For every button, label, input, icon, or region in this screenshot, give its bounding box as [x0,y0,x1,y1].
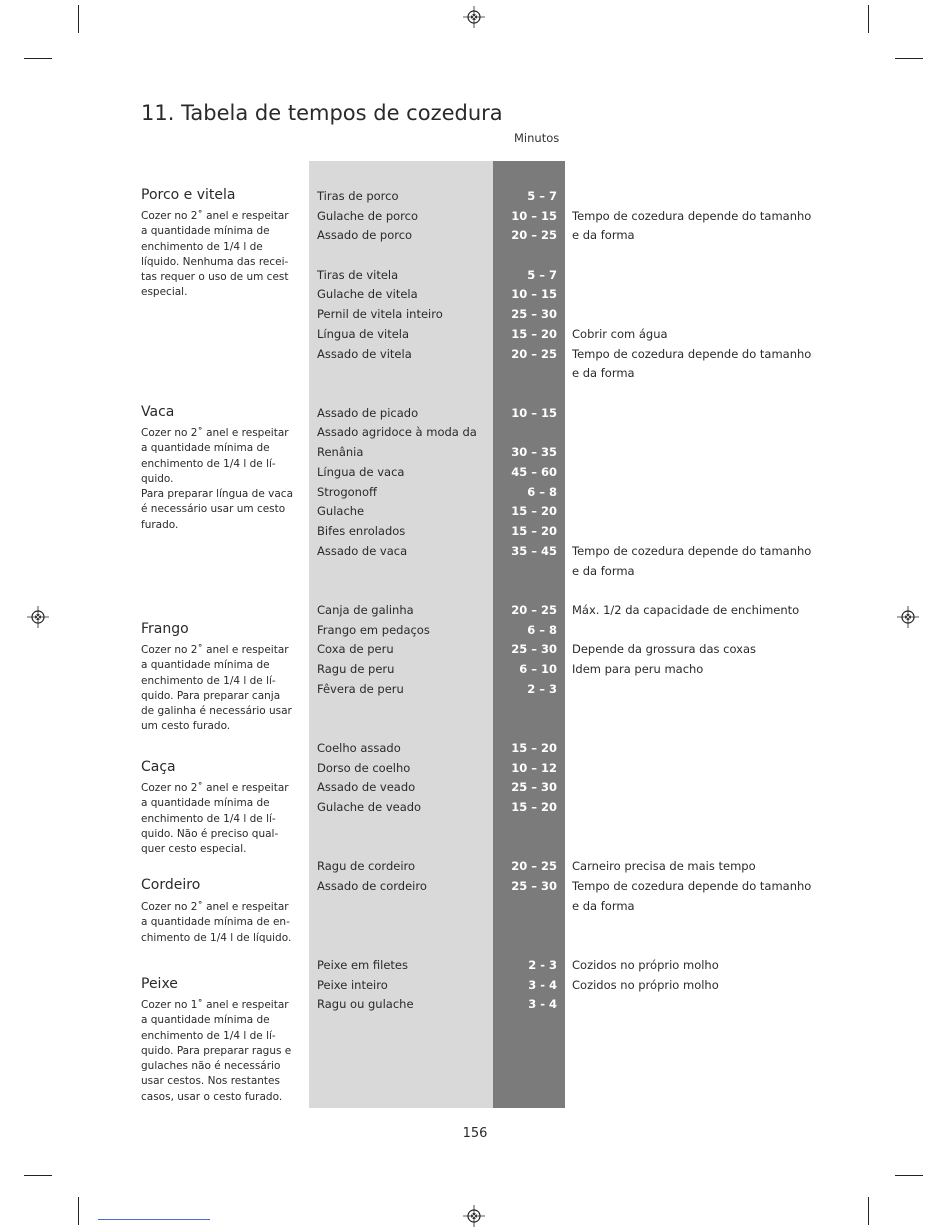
cooking-note: Cozidos no próprio molho [572,978,719,992]
dish-name: Peixe em filetes [317,958,409,972]
description-line: enchimento de 1/4 l de lí- [141,457,276,470]
description-line: quido. Para preparar ragus e [141,1044,292,1057]
registration-mark-icon [463,6,485,28]
cooking-time: 25 – 30 [511,879,557,893]
description-line: quido. Não é preciso qual- [141,827,279,840]
dish-name: Assado de vaca [317,544,408,558]
category-title: Caça [141,759,176,775]
dish-name: Gulache de veado [317,800,422,814]
cooking-time: 15 – 20 [511,800,557,814]
description-line: usar cestos. Nos restantes [141,1075,280,1088]
cooking-time: 20 – 25 [511,347,557,361]
description-line: quer cesto especial. [141,843,247,856]
category-description [141,426,301,533]
crop-mark [78,5,79,33]
dish-name: Coxa de peru [317,642,394,656]
dish-name: Canja de galinha [317,603,414,617]
dish-name: Assado de cordeiro [317,879,427,893]
cooking-time: 2 - 3 [528,958,557,972]
description-line: gulaches não é necessário [141,1060,281,1073]
cooking-time: 45 – 60 [511,465,557,479]
dish-name: Assado de porco [317,228,413,242]
dish-name: Gulache de porco [317,209,418,223]
description-line: enchimento de 1/4 l de lí- [141,812,276,825]
dish-name: Dorso de coelho [317,761,411,775]
dish-name: Língua de vitela [317,327,410,341]
category-title: Frango [141,621,189,637]
page-number: 156 [462,1126,488,1141]
description-line: a quantidade mínima de [141,1014,270,1027]
category-description [141,998,301,1105]
category-description [141,643,301,735]
description-line: enchimento de 1/4 l de lí- [141,1029,276,1042]
cooking-time: 2 – 3 [527,682,557,696]
dish-name: Strogonoff [317,485,377,499]
cooking-time: 10 – 15 [511,287,557,301]
crop-mark [868,5,869,33]
crop-mark [24,58,52,59]
cooking-note: Carneiro precisa de mais tempo [572,859,756,873]
cooking-time: 20 – 25 [511,228,557,242]
cooking-note: Tempo de cozedura depende do tamanho [572,879,812,893]
cooking-note: Cobrir com água [572,327,668,341]
cooking-time: 35 – 45 [511,544,557,558]
cooking-time: 3 - 4 [528,978,557,992]
description-line: furado. [141,518,179,531]
cooking-note: e da forma [572,366,635,380]
dish-name: Assado de picado [317,406,419,420]
description-line: Cozer no 2˚ anel e respeitar [141,782,289,794]
cooking-note: Tempo de cozedura depende do tamanho [572,347,812,361]
category-description [141,900,301,946]
category-description [141,781,301,857]
description-line: chimento de 1/4 l de líquido. [141,931,292,944]
description-line: Cozer no 2˚ anel e respeitar [141,901,289,913]
description-line: líquido. Nenhuma das recei- [141,255,289,268]
dish-name: Renânia [317,445,364,459]
description-line: Cozer no 1˚ anel e respeitar [141,999,289,1011]
cooking-time: 25 – 30 [511,642,557,656]
dish-name: Tiras de vitela [317,268,399,282]
page-title: 11. Tabela de tempos de cozedura [141,101,503,125]
cooking-note: Depende da grossura das coxas [572,642,756,656]
registration-mark-icon [27,606,49,628]
dish-name: Ragu ou gulache [317,997,414,1011]
cooking-time: 3 - 4 [528,997,557,1011]
cooking-time: 10 – 12 [511,761,557,775]
cooking-note: Idem para peru macho [572,662,704,676]
link-underline [98,1219,210,1220]
description-line: Cozer no 2˚ anel e respeitar [141,210,289,222]
minutes-column-header: Minutos [514,131,560,145]
cooking-time: 15 – 20 [511,741,557,755]
cooking-time: 6 – 8 [527,623,557,637]
description-line: quido. [141,472,174,485]
dish-name: Frango em pedaços [317,623,430,637]
dish-name: Língua de vaca [317,465,405,479]
category-title: Porco e vitela [141,187,236,203]
cooking-time: 5 – 7 [527,268,557,282]
description-line: a quantidade mínima de [141,442,270,455]
cooking-time: 6 – 8 [527,485,557,499]
description-line: a quantidade mínima de en- [141,916,290,929]
cooking-time: 5 – 7 [527,189,557,203]
cooking-time: 15 – 20 [511,524,557,538]
dish-name: Ragu de peru [317,662,395,676]
crop-mark [78,1197,79,1225]
cooking-time: 15 – 20 [511,327,557,341]
cooking-note: e da forma [572,564,635,578]
cooking-time: 15 – 20 [511,504,557,518]
cooking-time: 20 – 25 [511,859,557,873]
description-line: casos, usar o cesto furado. [141,1090,283,1103]
cooking-time: 20 – 25 [511,603,557,617]
cooking-time: 30 – 35 [511,445,557,459]
cooking-time: 10 – 15 [511,406,557,420]
cooking-time: 25 – 30 [511,307,557,321]
cooking-note: e da forma [572,899,635,913]
category-title: Peixe [141,976,178,992]
dish-name: Assado de veado [317,780,416,794]
description-line: a quantidade mínima de [141,797,270,810]
dish-name: Pernil de vitela inteiro [317,307,443,321]
description-line: a quantidade mínima de [141,225,270,238]
registration-mark-icon [897,606,919,628]
dish-name: Peixe inteiro [317,978,388,992]
dish-name: Ragu de cordeiro [317,859,416,873]
description-line: Para preparar língua de vaca [141,488,293,501]
category-description [141,209,301,301]
description-line: de galinha é necessário usar [141,705,292,718]
cooking-time: 25 – 30 [511,780,557,794]
cooking-note: e da forma [572,228,635,242]
description-line: enchimento de 1/4 l de lí- [141,674,276,687]
dish-name: Tiras de porco [317,189,399,203]
crop-mark [895,58,923,59]
description-line: quido. Para preparar canja [141,689,281,702]
description-line: Cozer no 2˚ anel e respeitar [141,644,289,656]
crop-mark [895,1175,923,1176]
dish-name: Gulache [317,504,365,518]
crop-mark [24,1175,52,1176]
description-line: especial. [141,286,188,299]
description-line: a quantidade mínima de [141,659,270,672]
dish-name: Coelho assado [317,741,401,755]
cooking-note: Tempo de cozedura depende do tamanho [572,544,812,558]
description-line: um cesto furado. [141,720,231,733]
cooking-time: 10 – 15 [511,209,557,223]
cooking-note: Tempo de cozedura depende do tamanho [572,209,812,223]
cooking-note: Máx. 1/2 da capacidade de enchimento [572,603,800,617]
description-line: enchimento de 1/4 l de [141,240,263,253]
description-line: Cozer no 2˚ anel e respeitar [141,427,289,439]
crop-mark [868,1197,869,1225]
description-line: tas requer o uso de um cest [141,271,289,284]
category-title: Vaca [141,404,175,420]
registration-mark-icon [463,1205,485,1227]
dish-name: Assado de vitela [317,347,412,361]
dish-name: Gulache de vitela [317,287,418,301]
category-title: Cordeiro [141,877,201,893]
dish-name: Fêvera de peru [317,682,404,696]
cooking-note: Cozidos no próprio molho [572,958,719,972]
dish-name: Bifes enrolados [317,524,406,538]
dish-name: Assado agridoce à moda da [317,425,477,439]
description-line: é necessário usar um cesto [141,503,286,516]
cooking-time: 6 – 10 [519,662,557,676]
